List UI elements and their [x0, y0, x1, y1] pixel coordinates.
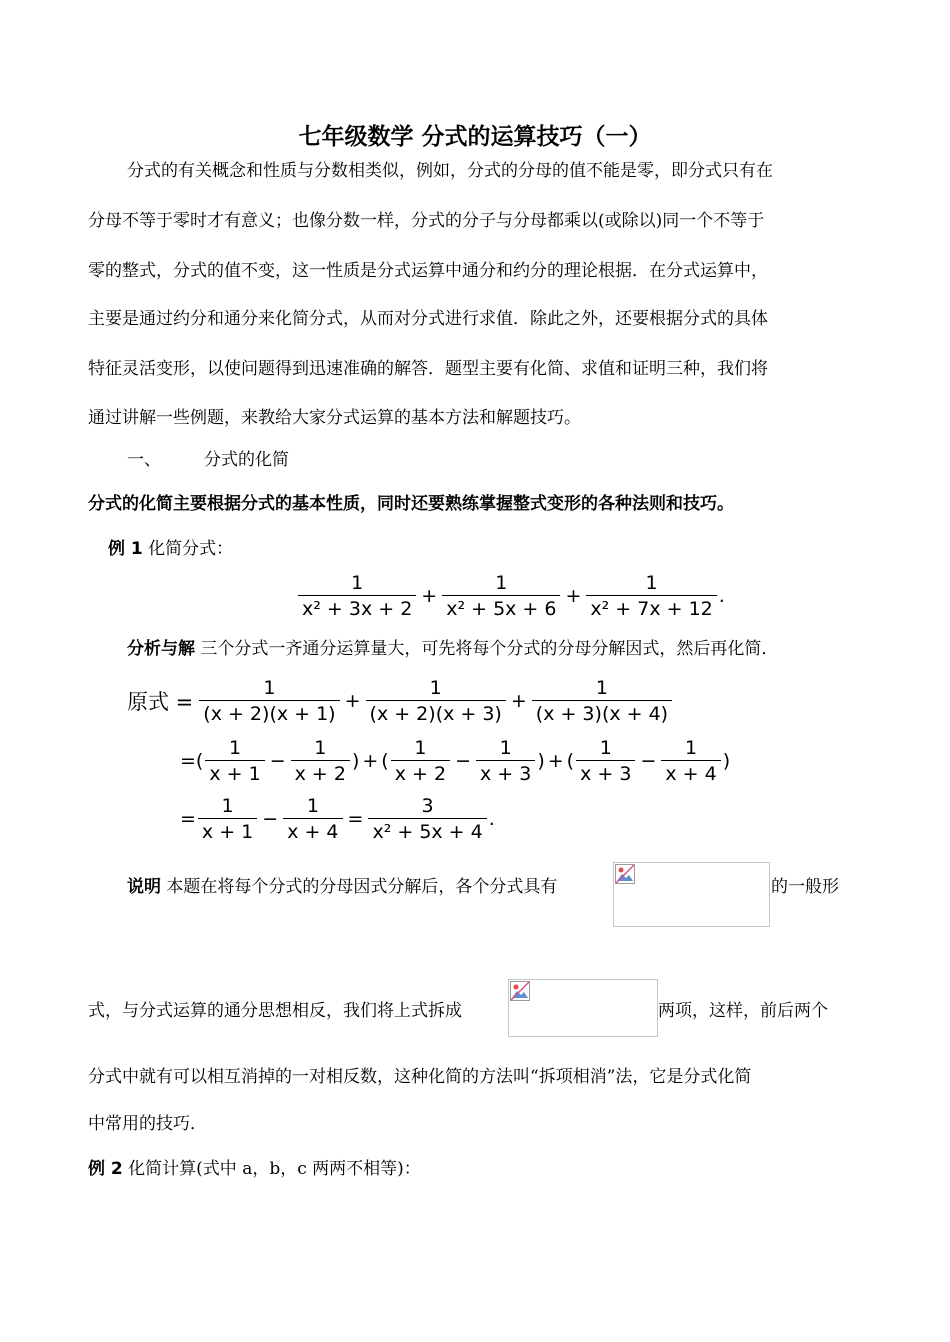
intro-line-4: 主要是通过约分和通分来化简分式，从而对分式进行求值．除此之外，还要根据分式的具体	[88, 309, 768, 329]
note-line-2-end: 两项，这样，前后两个	[658, 1001, 828, 1021]
fraction: $\frac{1}{x + 1}$	[205, 737, 264, 785]
example2-heading	[88, 1154, 421, 1179]
broken-image-icon	[615, 864, 635, 884]
note-line-4: 中常用的技巧．	[88, 1114, 207, 1134]
broken-image-placeholder	[613, 862, 770, 927]
fraction: $\frac{1}{(x + 2)(x + 1)}$	[199, 677, 339, 725]
fraction: $\frac{1}{\text{x² + 7x + 12}}$	[586, 572, 716, 620]
solution-line-1: 原式 = $\frac{1}{(x + 2)(x + 1)}$ + $\frac{1}{(x + 2)(x + 3)}$ + $\frac{1}{(x + 3)(x + 4)}$	[127, 677, 674, 725]
analysis-text: 三个分式一齐通分运算量大，可先将每个分式的分母分解因式，然后再化简．	[200, 639, 779, 659]
note-line-2: 式，与分式运算的通分思想相反，我们将上式拆成	[88, 1001, 462, 1021]
intro-line-3: 零的整式，分式的值不变，这一性质是分式运算中通分和约分的理论根据．在分式运算中，	[88, 261, 768, 281]
example2-label: 例 2	[88, 1159, 123, 1179]
fraction: $\frac{1}{\text{x² + 3x + 2}}$	[298, 572, 416, 620]
section-title: 分式的化简	[204, 450, 289, 470]
fraction: $\frac{1}{\text{x² + 5x + 6}}$	[442, 572, 560, 620]
intro-line-6: 通过讲解一些例题，来教给大家分式运算的基本方法和解题技巧。	[88, 408, 581, 428]
example2-text: 化简计算(式中 a，b，c 两两不相等)：	[128, 1159, 421, 1179]
intro-line-1: 分式的有关概念和性质与分数相类似，例如，分式的分母的值不能是零，即分式只有在	[127, 161, 773, 181]
note-line-1-end: 的一般形	[771, 877, 839, 897]
note-line-3: 分式中就有可以相互消掉的一对相反数，这种化简的方法叫“拆项相消”法，它是分式化简	[88, 1067, 752, 1087]
fraction: $\frac{1}{x + 2}$	[391, 737, 450, 785]
example1-label: 例 1	[108, 539, 143, 559]
fraction: $\frac{1}{(x + 3)(x + 4)}$	[532, 677, 672, 725]
fraction: $\frac{1}{x + 2}$	[291, 737, 350, 785]
analysis	[127, 634, 778, 659]
example1-text: 化简分式：	[148, 539, 234, 559]
expression-1: $\frac{1}{\text{x² + 3x + 2}}$ + $\frac{1}{\text{x² + 5x + 6}}$ + $\frac{1}{\text{x² + 7x + 12}}$ .	[296, 572, 725, 620]
solution-line-3: = $\frac{1}{x + 1}$ − $\frac{1}{x + 4}$ = $\frac{3}{\text{x² + 5x + 4}}$ .	[180, 795, 495, 843]
broken-image-placeholder	[508, 979, 658, 1037]
fraction: $\frac{3}{\text{x² + 5x + 4}}$	[368, 795, 486, 843]
analysis-label: 分析与解	[127, 639, 195, 659]
section-summary: 分式的化简主要根据分式的基本性质，同时还要熟练掌握整式变形的各种法则和技巧。	[88, 494, 734, 514]
note-line-1	[127, 872, 557, 897]
example1-heading	[108, 534, 233, 559]
fraction: $\frac{1}{(x + 2)(x + 3)}$	[366, 677, 506, 725]
fraction: $\frac{1}{x + 4}$	[283, 795, 342, 843]
fraction: $\frac{1}{x + 4}$	[661, 737, 720, 785]
note-text: 本题在将每个分式的分母因式分解后，各个分式具有	[166, 877, 558, 897]
broken-image-icon	[510, 981, 530, 1001]
section-number: 一、	[127, 450, 161, 470]
intro-line-2: 分母不等于零时才有意义；也像分数一样，分式的分子与分母都乘以(或除以)同一个不等于	[88, 211, 765, 231]
solution-line-2: = ( $\frac{1}{x + 1}$ − $\frac{1}{x + 2}$ ) + ( $\frac{1}{x + 2}$ − $\frac{1}{x + 3}$ ) + ( $\frac{1}{x + 3}$ − $\frac{1}{x + 4}$ )	[180, 737, 731, 785]
fraction: $\frac{1}{x + 1}$	[198, 795, 257, 843]
fraction: $\frac{1}{x + 3}$	[476, 737, 535, 785]
page-title: 七年级数学 分式的运算技巧（一）	[298, 124, 652, 150]
intro-line-5: 特征灵活变形，以使问题得到迅速准确的解答．题型主要有化简、求值和证明三种，我们将	[88, 359, 768, 379]
fraction: $\frac{1}{x + 3}$	[576, 737, 635, 785]
note-label: 说明	[127, 877, 161, 897]
